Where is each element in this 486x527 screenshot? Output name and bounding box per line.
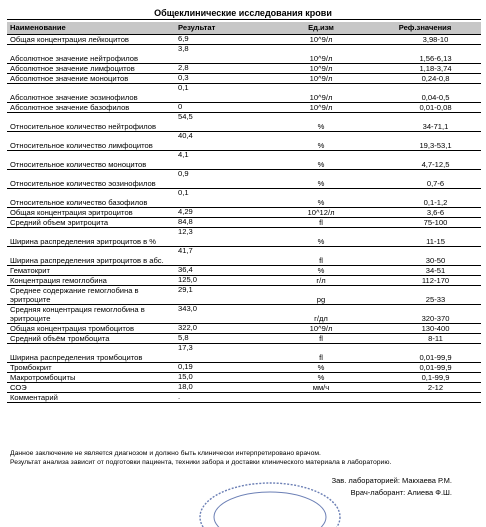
table-header-row [7, 22, 481, 35]
row-unit: 10^9/л [273, 103, 369, 113]
table-row [7, 45, 481, 64]
table-row [7, 218, 481, 228]
lab-doctor-signature [351, 488, 452, 497]
row-ref: 4,7-12,5 [369, 151, 481, 170]
row-result: 2,8 [175, 64, 273, 74]
lab-doctor-label: Врач-лаборант: [350, 488, 406, 497]
row-result: 0,3 [175, 74, 273, 84]
head-of-lab-label: Зав. лабораторией: [331, 476, 400, 485]
row-result: 3,8 [175, 45, 273, 64]
table-row [7, 344, 481, 363]
row-unit: % [273, 373, 369, 383]
table-row [7, 247, 481, 266]
row-unit: 10^9/л [273, 84, 369, 103]
row-unit: 10^9/л [273, 324, 369, 334]
row-unit: % [273, 189, 369, 208]
row-ref: 0,01-0,08 [369, 103, 481, 113]
row-unit: % [273, 113, 369, 132]
header-result: Результат [175, 22, 273, 35]
row-name: СОЭ [7, 383, 175, 393]
table-row [7, 324, 481, 334]
row-result: 0 [175, 103, 273, 113]
row-ref: 112-170 [369, 276, 481, 286]
row-result: 322,0 [175, 324, 273, 334]
row-name: Ширина распределения эритроцитов в абс. [7, 247, 175, 266]
row-unit: % [273, 228, 369, 247]
row-name: Абсолютное значение базофилов [7, 103, 175, 113]
table-row [7, 334, 481, 344]
row-result: 343,0 [175, 305, 273, 324]
row-ref: 25-33 [369, 286, 481, 305]
table-row [7, 228, 481, 247]
row-name: Абсолютное значение эозинофилов [7, 84, 175, 103]
head-of-lab-signature [332, 476, 452, 485]
disclaimer [10, 449, 391, 467]
table-row [7, 64, 481, 74]
row-ref: 1,56-6,13 [369, 45, 481, 64]
table-row [7, 383, 481, 393]
row-result: 6,9 [175, 35, 273, 45]
row-unit: 10^9/л [273, 45, 369, 64]
row-ref: 3,6-6 [369, 208, 481, 218]
table-row [7, 132, 481, 151]
row-result: 36,4 [175, 266, 273, 276]
table-row [7, 170, 481, 189]
table-row [7, 363, 481, 373]
table-row [7, 276, 481, 286]
row-ref: 0,01-99,9 [369, 344, 481, 363]
row-unit: 10^9/л [273, 64, 369, 74]
row-ref: 34-71,1 [369, 113, 481, 132]
results-body [7, 35, 481, 403]
table-row [7, 113, 481, 132]
row-name: Абсолютное значение моноцитов [7, 74, 175, 84]
row-unit: % [273, 266, 369, 276]
row-name: Относительное количество базофилов [7, 189, 175, 208]
row-result: 0,19 [175, 363, 273, 373]
row-name: Абсолютное значение лимфоцитов [7, 64, 175, 74]
row-unit [273, 393, 369, 403]
row-result: 54,5 [175, 113, 273, 132]
row-ref: 19,3-53,1 [369, 132, 481, 151]
row-ref: 3,98-10 [369, 35, 481, 45]
row-result: 4,1 [175, 151, 273, 170]
disclaimer-line-2: Результат анализа зависит от подготовки пациента, техники забора и доставки клинического материала в лабораторию. [10, 459, 392, 466]
results-table [7, 22, 481, 403]
row-unit: 10^9/л [273, 35, 369, 45]
table-row [7, 189, 481, 208]
row-ref: 0,1-99,9 [369, 373, 481, 383]
row-ref: 2-12 [369, 383, 481, 393]
row-ref: 0,1-1,2 [369, 189, 481, 208]
row-result: . [175, 393, 273, 403]
row-result: 17,3 [175, 344, 273, 363]
title-divider [7, 19, 481, 20]
row-name: Макротромбоциты [7, 373, 175, 383]
row-unit: г/л [273, 276, 369, 286]
row-ref: 0,7-6 [369, 170, 481, 189]
row-ref: 30-50 [369, 247, 481, 266]
row-name: Комментарий [7, 393, 175, 403]
row-ref: 75-100 [369, 218, 481, 228]
row-name: Относительное количество лимфоцитов [7, 132, 175, 151]
lab-doctor-name: Алиева Ф.Ш. [407, 488, 452, 497]
row-result: 41,7 [175, 247, 273, 266]
row-name: Средний объем эритроцита [7, 218, 175, 228]
table-row [7, 266, 481, 276]
row-result: 29,1 [175, 286, 273, 305]
row-ref: 0,01-99,9 [369, 363, 481, 373]
table-row [7, 35, 481, 45]
row-result: 4,29 [175, 208, 273, 218]
table-row [7, 74, 481, 84]
header-unit: Ед.изм [273, 22, 369, 35]
row-name: Относительное количество нейтрофилов [7, 113, 175, 132]
row-name: Относительное количество моноцитов [7, 151, 175, 170]
table-row [7, 286, 481, 305]
row-unit: fl [273, 334, 369, 344]
row-unit: % [273, 170, 369, 189]
row-name: Гематокрит [7, 266, 175, 276]
table-row [7, 103, 481, 113]
row-unit: % [273, 151, 369, 170]
row-ref: 0,24-0,8 [369, 74, 481, 84]
row-result: 5,8 [175, 334, 273, 344]
header-name: Наименование [7, 22, 175, 35]
row-result: 12,3 [175, 228, 273, 247]
row-unit: 10^12/л [273, 208, 369, 218]
row-name: Ширина распределения эритроцитов в % [7, 228, 175, 247]
row-unit: fl [273, 218, 369, 228]
table-row [7, 151, 481, 170]
row-result: 0,1 [175, 84, 273, 103]
row-name: Общая концентрация лейкоцитов [7, 35, 175, 45]
header-ref: Реф.значения [369, 22, 481, 35]
row-result: 0,9 [175, 170, 273, 189]
row-name: Средняя концентрация гемоглобина в эритроците [7, 305, 175, 324]
row-name: Средний объём тромбоцита [7, 334, 175, 344]
row-name: Ширина распределения тромбоцитов [7, 344, 175, 363]
row-name: Общая концентрация тромбоцитов [7, 324, 175, 334]
row-result: 15,0 [175, 373, 273, 383]
row-ref: 320-370 [369, 305, 481, 324]
row-result: 40,4 [175, 132, 273, 151]
row-ref: 1,18-3,74 [369, 64, 481, 74]
table-row [7, 208, 481, 218]
row-ref [369, 393, 481, 403]
head-of-lab-name: Макхаева Р.М. [402, 476, 452, 485]
row-name: Тромбокрит [7, 363, 175, 373]
row-name: Среднее содержание гемоглобина в эритроците [7, 286, 175, 305]
row-name: Общая концентрация эритроцитов [7, 208, 175, 218]
row-name: Абсолютное значение нейтрофилов [7, 45, 175, 64]
row-unit: % [273, 132, 369, 151]
row-ref: 34-51 [369, 266, 481, 276]
row-name: Относительное количество эозинофилов [7, 170, 175, 189]
table-row [7, 84, 481, 103]
row-unit: fl [273, 247, 369, 266]
table-row [7, 373, 481, 383]
report-title: Общеклинические исследования крови [154, 8, 332, 18]
row-ref: 0,04-0,5 [369, 84, 481, 103]
row-result: 84,8 [175, 218, 273, 228]
disclaimer-line-1: Данное заключение не является диагнозом и должно быть клинически интерпретировано врачом. [10, 450, 321, 457]
row-unit: мм/ч [273, 383, 369, 393]
row-result: 0,1 [175, 189, 273, 208]
row-ref: 8-11 [369, 334, 481, 344]
row-name: Концентрация гемоглобина [7, 276, 175, 286]
row-ref: 130-400 [369, 324, 481, 334]
row-ref: 11-15 [369, 228, 481, 247]
row-unit: 10^9/л [273, 74, 369, 84]
row-result: 18,0 [175, 383, 273, 393]
row-unit: г/дл [273, 305, 369, 324]
table-row [7, 305, 481, 324]
table-row [7, 393, 481, 403]
row-unit: fl [273, 344, 369, 363]
row-result: 125,0 [175, 276, 273, 286]
row-unit: % [273, 363, 369, 373]
row-unit: pg [273, 286, 369, 305]
